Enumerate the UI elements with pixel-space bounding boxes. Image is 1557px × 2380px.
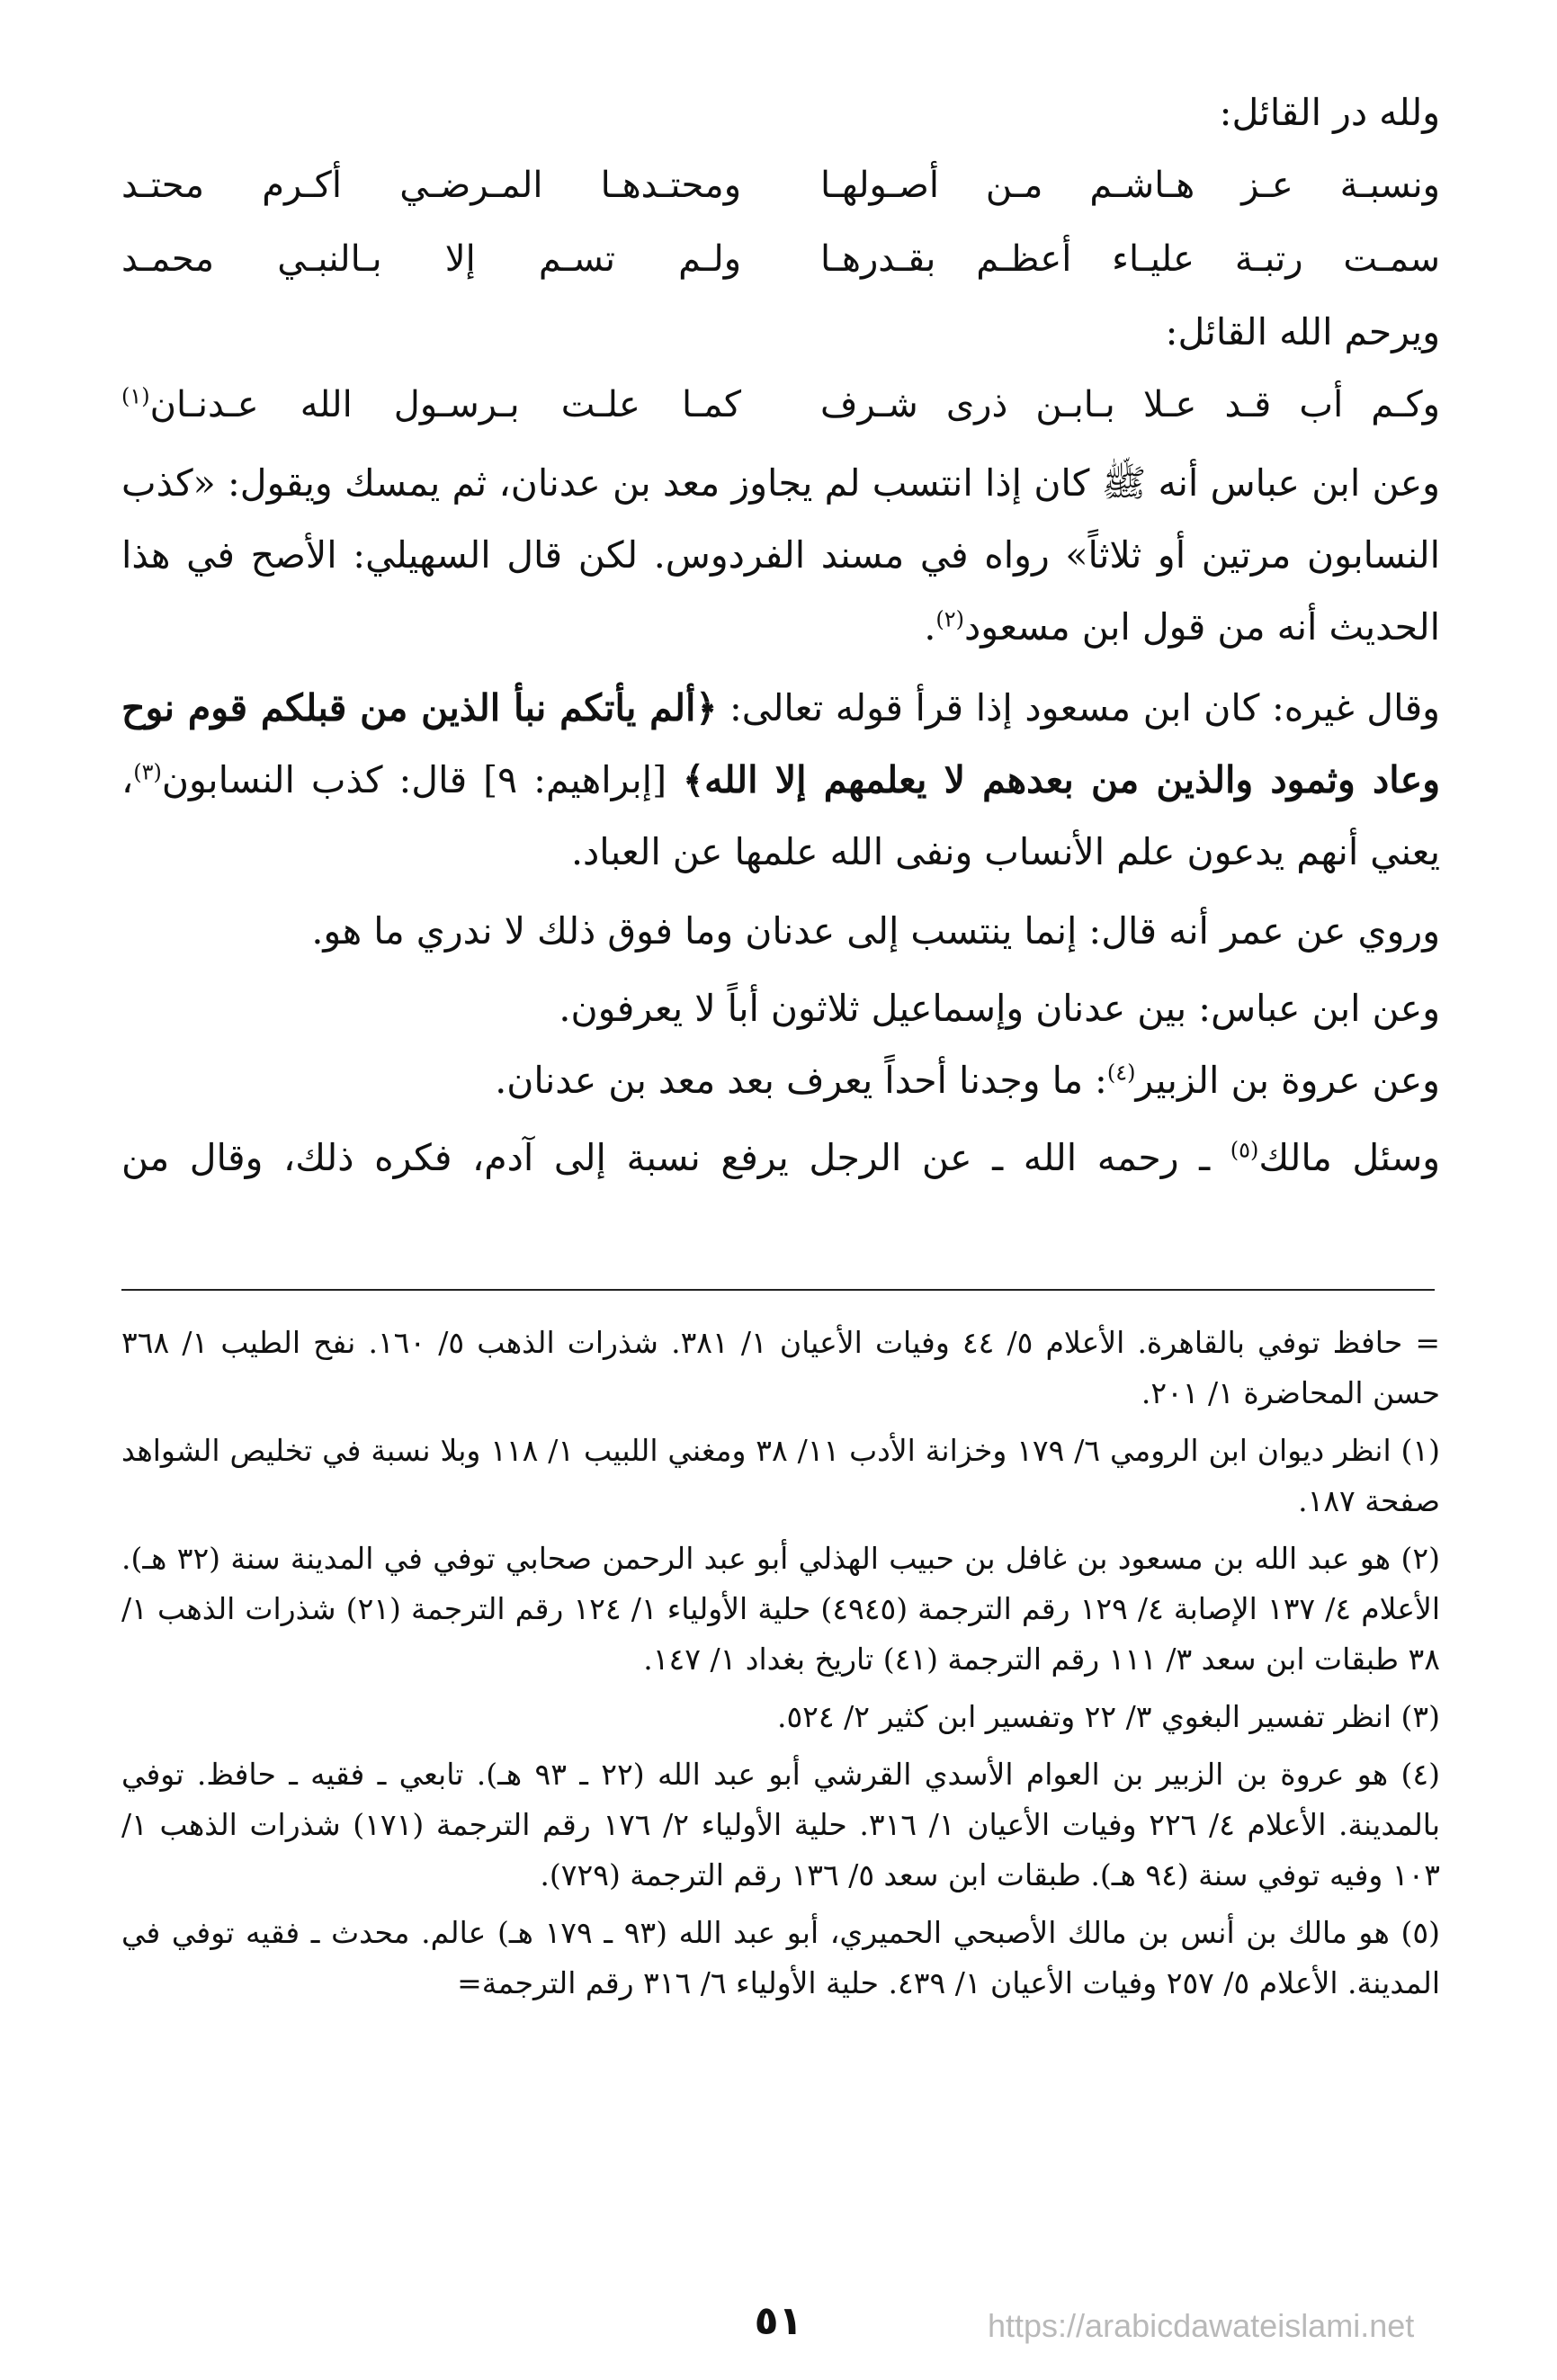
paragraph-urwa: [121, 1044, 1440, 1116]
verse-2-first-hemistich: سمـت رتبـة عليـاء أعظـم بقـدرهـا: [819, 238, 1440, 280]
footnote-ref-5: (٥): [1230, 1137, 1259, 1163]
source-watermark: https://arabicdawateislami.net: [988, 2307, 1415, 2344]
verse-3-first-hemistich: وكـم أب قـد عـلا بـابـن ذرى شـرف: [819, 384, 1440, 425]
verse-3-text: كمـا علـت بـرسـول الله عـدنـان: [149, 384, 742, 425]
paragraph-umar: وروي عن عمر أنه قال: إنما ينتسب إلى عدنان وما فوق ذلك لا ندري ما هو.: [311, 909, 1440, 953]
paragraph-malik: [121, 1122, 1440, 1194]
footnote-continued: = حافظ توفي بالقاهرة. الأعلام ٥/ ٤٤ وفيات الأعيان ١/ ٣٨١. شذرات الذهب ٥/ ١٦٠. نفح الطيب ١/ ٣٦٨ حسن المحاضرة ١/ ٢٠١.: [121, 1325, 1441, 1410]
footnote-2: (٢) هو عبد الله بن مسعود بن غافل بن حبيب الهذلي أبو عبد الرحمن صحابي توفي في المدينة سنة (٣٢ هـ). الأعلام ٤/ ١٣٧ الإصابة ٤/ ١٢٩ رقم الترجمة (٤٩٤٥) حلية الأولياء ١/ ١٢٤ رقم الترجمة (٢١) شذرات الذهب ١/ ٣٨ طبقات ابن سعد ٣/ ١١١ رقم الترجمة (٤١) تاريخ بغداد ١/ ١٤٧.: [121, 1541, 1441, 1677]
footnote-ref-4: (٤): [1106, 1060, 1136, 1086]
paragraph-ibn-masud-middle: [إبراهيم: ٩] قال: كذب النسابون: [161, 758, 684, 801]
footnotes: [121, 1318, 1440, 2016]
intro-line-2: ويرحم الله القائل:: [1165, 310, 1440, 353]
page-number: ٥١: [754, 2298, 803, 2344]
verse-line-1: [121, 148, 1440, 222]
footnote-1: (١) انظر ديوان ابن الرومي ٦/ ١٧٩ وخزانة الأدب ١١/ ٣٨ ومغني اللبيب ١/ ١١٨ وبلا نسبة في تخليص الشواهد صفحة ١٨٧.: [121, 1433, 1441, 1518]
footnote-ref-2: (٢): [935, 606, 964, 632]
verse-line-2: [121, 222, 1440, 296]
verse-1-second-hemistich: ومحتـدهـا المـرضـي أكـرم محتـد: [121, 165, 742, 206]
paragraph-urwa-end: : ما وجدنا أحداً يعرف بعد معد بن عدنان.: [495, 1059, 1107, 1102]
paragraph-malik-end: ـ رحمه الله ـ عن الرجل يرفع نسبة إلى آدم، فكره ذلك، وقال من: [121, 1136, 1230, 1179]
footnote-divider: [121, 1289, 1435, 1291]
intro-line-1: ولله در القائل:: [1219, 91, 1440, 134]
verse-1-first-hemistich: ونسبـة عـز هـاشـم مـن أصـولهـا: [819, 165, 1440, 206]
paragraph-urwa-start: وعن عروة بن الزبير: [1135, 1059, 1440, 1102]
verse-3-second-hemistich: [121, 368, 741, 442]
paragraph-ibn-abbas: [121, 447, 1440, 663]
paragraph-ibn-masud-end: ، يعني أنهم يدعون علم الأنساب ونفى الله علمها عن العباد.: [121, 758, 1440, 873]
footnote-ref-3: (٣): [133, 759, 162, 785]
footnote-5: (٥) هو مالك بن أنس بن مالك الأصبحي الحميري، أبو عبد الله (٩٣ ـ ١٧٩ هـ) عالم. محدث ـ فقيه توفي في المدينة. الأعلام ٥/ ٢٥٧ وفيات الأعيان ١/ ٤٣٩. حلية الأولياء ٦/ ٣١٦ رقم الترجمة=: [121, 1915, 1440, 2000]
paragraph-ibn-abbas-text: وعن ابن عباس أنه ﷺ كان إذا انتسب لم يجاوز معد بن عدنان، ثم يمسك ويقول: «كذب النسابون مرتين أو ثلاثاً» رواه في مسند الفردوس. لكن قال السهيلي: الأصح في هذا الحديث أنه من قول ابن مسعود: [121, 461, 1440, 649]
paragraph-malik-start: وسئل مالك: [1258, 1136, 1440, 1179]
footnote-3: (٣) انظر تفسير البغوي ٣/ ٢٢ وتفسير ابن كثير ٢/ ٥٢٤.: [776, 1699, 1440, 1734]
paragraph-ibn-masud-start: وقال غيره: كان ابن مسعود إذا قرأ قوله تعالى:: [717, 686, 1440, 729]
main-text: [121, 76, 1440, 1194]
verse-line-3: [121, 368, 1440, 442]
quran-verse: ﴿ألم يأتكم نبأ الذين من قبلكم قوم نوح وعاد وثمود والذين من بعدهم لا يعلمهم إلا الله﴾: [121, 686, 1440, 801]
paragraph-ibn-abbas-end: .: [924, 605, 936, 649]
verse-2-second-hemistich: ولـم تسـم إلا بـالنبـي محمـد: [121, 238, 742, 280]
footnote-4: (٤) هو عروة بن الزبير بن العوام الأسدي القرشي أبو عبد الله (٢٢ ـ ٩٣ هـ). تابعي ـ فقيه ـ حافظ. توفي بالمدينة. الأعلام ٤/ ٢٢٦ وفيات الأعيان ١/ ٣١٦. حلية الأولياء ٢/ ١٧٦ رقم الترجمة (١٧١) شذرات الذهب ١/ ١٠٣ وفيه توفي سنة (٩٤ هـ). طبقات ابن سعد ٥/ ١٣٦ رقم الترجمة (٧٢٩).: [121, 1757, 1441, 1892]
paragraph-ibn-masud: [121, 672, 1440, 888]
paragraph-ibn-abbas-2: وعن ابن عباس: بين عدنان وإسماعيل ثلاثون أباً لا يعرفون.: [559, 987, 1440, 1030]
footnote-ref-1: (١): [121, 383, 150, 409]
